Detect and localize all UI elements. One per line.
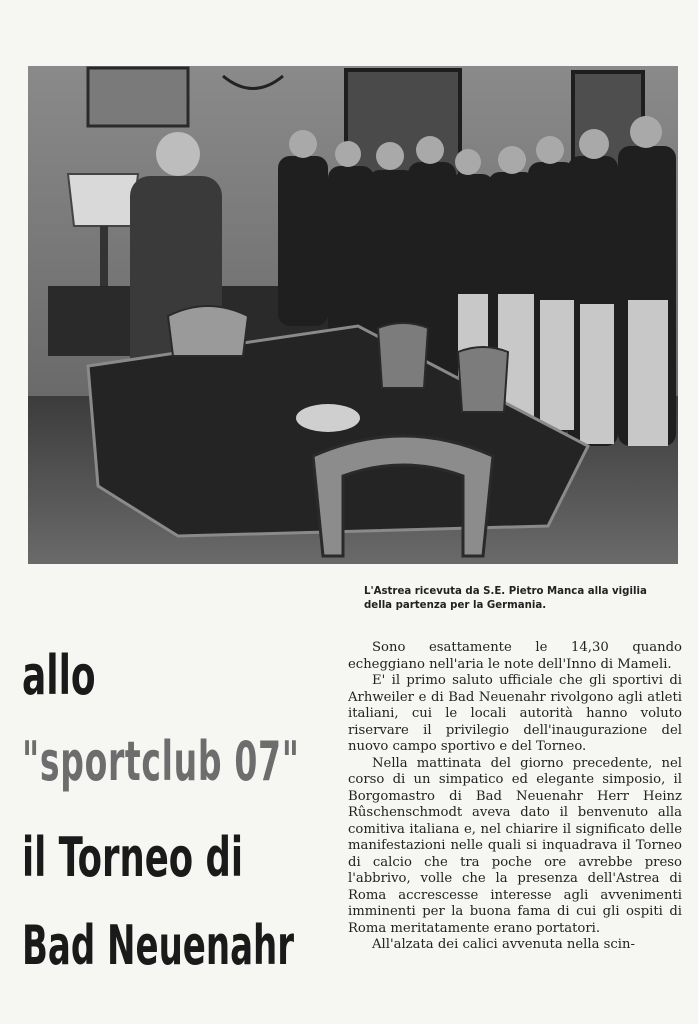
headline-line: il Torneo di <box>22 826 244 889</box>
caption-line: della partenza per la Germania. <box>364 600 547 611</box>
article-body <box>348 640 682 1024</box>
article-paragraph: All'alzata dei calici avvenuta nella scin- <box>372 937 635 952</box>
headline-line: allo <box>22 644 96 707</box>
caption-line: L'Astrea ricevuta da S.E. Pietro Manca alla vigilia <box>364 586 647 597</box>
article-paragraph: Sono esattamente le 14,30 quando echeggiano nell'aria le note dell'Inno di Mameli. <box>348 640 682 672</box>
article-paragraph: Nella mattinata del giorno precedente, nel corso di un simpatico ed elegante simposio, il Borgomastro di Bad Neuenahr Herr Heinz Rûschenschmodt aveva dato il benvenuto alla comitiva italiana e, nel chiarire il significato delle manifestazioni nelle quali si inquadrava il Torneo di calcio che tra poche ore avrebbe preso l'abbrivo, volle che la presenza dell'Astrea di Roma accrescesse interesse agli avvenimenti imminenti per la buona fama di cui gli ospiti di Roma meritatamente erano portatori. <box>348 755 682 936</box>
news-photograph <box>28 66 678 564</box>
photograph-icon <box>28 66 678 564</box>
headline-line: "sportclub 07" <box>22 730 300 793</box>
photo-caption <box>364 585 684 613</box>
article-paragraph: E' il primo saluto ufficiale che gli sportivi di Arhweiler e di Bad Neuenahr rivolgono agli atleti italiani, cui le locali autorità hanno voluto riservare il privilegio dell'inaugurazione del nuovo campo sportivo e del Torneo. <box>348 673 682 754</box>
headline-line: Bad Neuenahr <box>22 914 295 977</box>
